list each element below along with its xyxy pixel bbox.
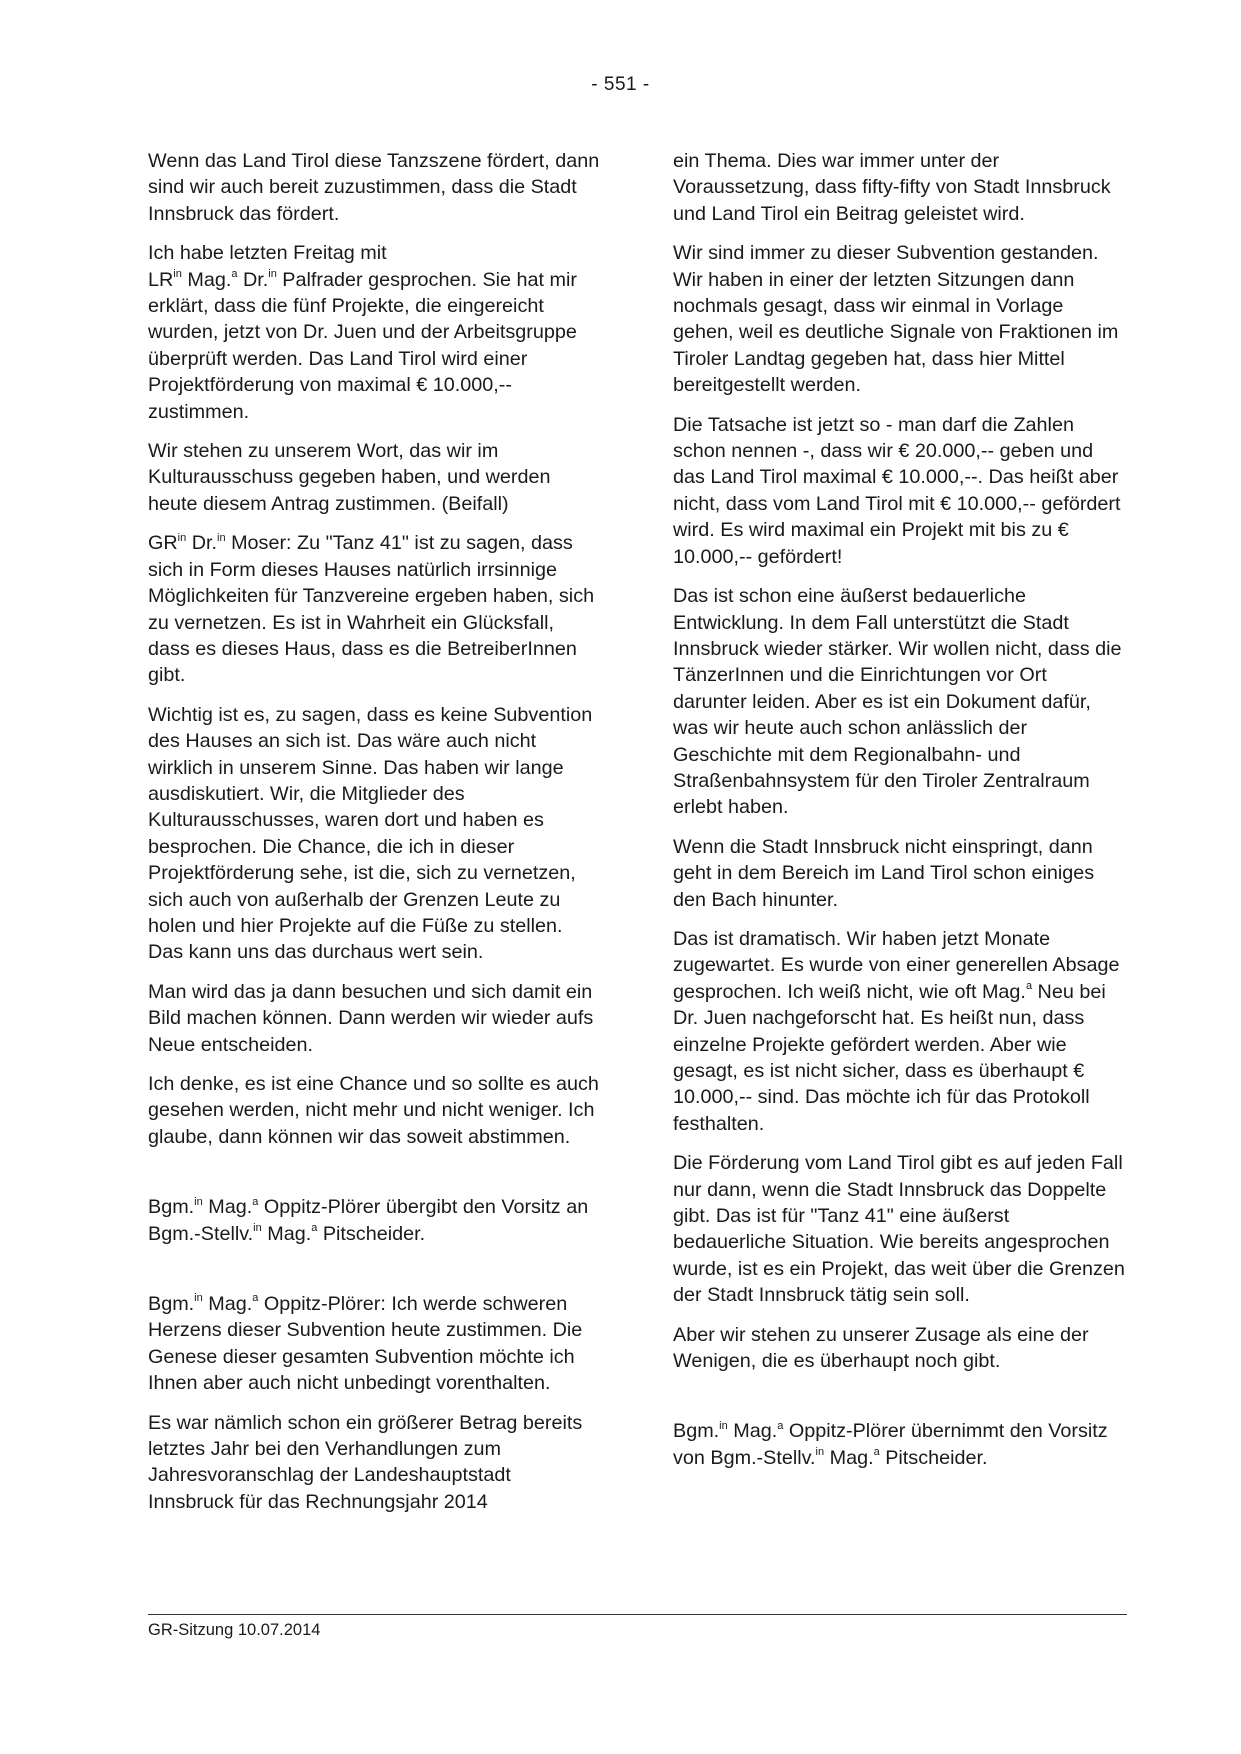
text: Dr. [237, 268, 269, 291]
paragraph [148, 1291, 600, 1397]
paragraph: ein Thema. Dies war immer unter der Voraussetzung, dass fifty-fifty von Stadt Innsbruck und Land Tirol ein Beitrag geleistet wird. [673, 150, 1111, 225]
superscript: in [217, 531, 226, 544]
text: Oppitz-Plörer übernimmt den Vorsitz von Bgm.-Stellv. [673, 1420, 1108, 1469]
paragraph: Die Förderung vom Land Tirol gibt es auf jeden Fall nur dann, wenn die Stadt Innsbruck das Doppelte gibt. Das ist für "Tanz 41" eine äußerst bedauerliche Situation. Wie bereits angesprochen wurde, ist es ein Projekt, das weit über die Grenzen der Stadt Innsbruck tätig sein soll. [673, 1152, 1125, 1307]
paragraph [673, 926, 1125, 1137]
text: Mag. [181, 268, 232, 291]
paragraph: Wir stehen zu unserem Wort, das wir im Kulturausschuss gegeben haben, und werden heute diesem Antrag zustimmen. (Beifall) [148, 440, 551, 515]
superscript: in [253, 1222, 262, 1235]
superscript: a [252, 1292, 259, 1305]
paragraph: Wir sind immer zu dieser Subvention gestanden. Wir haben in einer der letzten Sitzungen dann nochmals gesagt, dass wir einmal in Vorlage gehen, weil es deutliche Signale von Fraktionen im Tiroler Landtag gegeben hat, dass hier Mittel bereitgestellt werden. [673, 242, 1119, 397]
paragraph: Ich denke, es ist eine Chance und so sollte es auch gesehen werden, nicht mehr und nicht weniger. Ich glaube, dann können wir das soweit abstimmen. [148, 1073, 599, 1148]
paragraph: Man wird das ja dann besuchen und sich damit ein Bild machen können. Dann werden wir wieder aufs Neue entscheiden. [148, 980, 594, 1056]
text: Oppitz-Plörer übergibt den Vorsitz an Bgm.-Stellv. [148, 1196, 589, 1245]
text: Mag. [261, 1222, 312, 1245]
text: Pitscheider. [317, 1222, 426, 1245]
superscript: a [873, 1446, 880, 1459]
paragraph [148, 530, 600, 688]
superscript: a [231, 268, 238, 281]
text: Das ist dramatisch. Wir haben jetzt Monate zugewartet. Es wurde von einer generellen Absage gesprochen. Ich weiß nicht, wie oft Mag. [673, 927, 1120, 1003]
speaker: Mag. [202, 1293, 253, 1316]
speaker: Bgm. [148, 1293, 195, 1316]
superscript: in [194, 1195, 203, 1208]
left-column [148, 148, 600, 1528]
right-column [673, 148, 1125, 1484]
superscript: a [1025, 980, 1033, 993]
text: Bgm. [148, 1196, 195, 1219]
speaker: Dr. [186, 532, 218, 555]
text: Palfrader gesprochen. Sie hat mir erklärt, dass die fünf Projekte, die eingereicht wurden, jetzt von Dr. Juen und der Arbeitsgruppe überprüft werden. Das Land Tirol wird einer Projektförderung von maximal € 10.000,-- zustimmen. [148, 268, 577, 423]
text: Bgm. [673, 1420, 720, 1443]
text: Mag. [727, 1420, 778, 1443]
paragraph [148, 240, 600, 425]
text: Oppitz-Plörer: Ich werde schweren Herzens dieser Subvention heute zustimmen. Die Genese dieser gesamten Subvention möchte ich Ihnen aber auch nicht unbedingt vorenthalten. [148, 1293, 583, 1395]
text: LR [148, 268, 174, 291]
superscript: in [173, 268, 182, 281]
speaker: GR [148, 532, 178, 555]
text: Neu bei Dr. Juen nachgeforscht hat. Es heißt nun, dass einzelne Projekte gefördert werden. Aber wie gesagt, es ist nicht sicher, dass es überhaupt € 10.000,-- sind. Das möchte ich für das Protokoll festhalten. [673, 980, 1106, 1135]
superscript: in [815, 1446, 825, 1459]
footer-divider [148, 1614, 1127, 1615]
paragraph: Wenn das Land Tirol diese Tanzszene fördert, dann sind wir auch bereit zuzustimmen, dass die Stadt Innsbruck das fördert. [148, 150, 600, 225]
footer-session-label: GR-Sitzung 10.07.2014 [148, 1621, 321, 1639]
superscript: in [177, 531, 187, 544]
chair-handover-note [673, 1418, 1125, 1471]
paragraph: Die Tatsache ist jetzt so - man darf die Zahlen schon nennen -, dass wir € 20.000,-- geben und das Land Tirol maximal € 10.000,--. Das heißt aber nicht, dass vom Land Tirol mit € 10.000,-- gefördert wird. Es wird maximal ein Projekt mit bis zu € 10.000,-- gefördert! [673, 413, 1121, 568]
paragraph: Wichtig ist es, zu sagen, dass es keine Subvention des Hauses an sich ist. Das wäre auch nicht wirklich in unserem Sinne. Das haben wir lange ausdiskutiert. Wir, die Mitglieder des Kulturausschusses, waren dort und haben es besprochen. Die Chance, die ich in dieser Projektförderung sehe, ist die, sich zu vernetzen, sich auch von außerhalb der Grenzen Leute zu holen und hier Projekte auf die Füße zu stellen. Das kann uns das durchaus wert sein. [148, 703, 593, 964]
superscript: a [777, 1419, 784, 1432]
text: Mag. [202, 1196, 253, 1219]
superscript: in [719, 1419, 728, 1432]
text: Pitscheider. [879, 1446, 988, 1469]
paragraph: Wenn die Stadt Innsbruck nicht einspringt, dann geht in dem Bereich im Land Tirol schon einiges den Bach hinunter. [673, 835, 1095, 911]
text: Ich habe letzten Freitag mit [148, 242, 387, 265]
paragraph: Aber wir stehen zu unserer Zusage als eine der Wenigen, die es überhaupt noch gibt. [673, 1323, 1089, 1373]
superscript: a [311, 1222, 318, 1235]
page-number: - 551 - [591, 74, 650, 95]
superscript: in [194, 1292, 203, 1305]
text: Moser: Zu "Tanz 41" ist zu sagen, dass sich in Form dieses Hauses natürlich irrsinnige Möglichkeiten für Tanzvereine ergeben haben, sich zu vernetzen. Es ist in Wahrheit ein Glücksfall, dass es dieses Haus, dass es die BetreiberInnen gibt. [148, 532, 595, 687]
superscript: in [268, 268, 277, 281]
paragraph: Das ist schon eine äußerst bedauerliche Entwicklung. In dem Fall unterstützt die Stadt Innsbruck wieder stärker. Wir wollen nicht, dass die TänzerInnen und die Einrichtungen vor Ort darunter leiden. Aber es ist ein Dokument dafür, was wir heute auch schon anlässlich der Geschichte mit dem Regionalbahn- und Straßenbahnsystem für den Tiroler Zentralraum erlebt haben. [673, 585, 1122, 819]
paragraph: Es war nämlich schon ein größerer Betrag bereits letztes Jahr bei den Verhandlungen zum Jahresvoranschlag der Landeshauptstadt Innsbruck für das Rechnungsjahr 2014 [148, 1411, 583, 1513]
superscript: a [252, 1195, 259, 1208]
text: Mag. [824, 1446, 874, 1469]
chair-handover-note [148, 1194, 600, 1247]
